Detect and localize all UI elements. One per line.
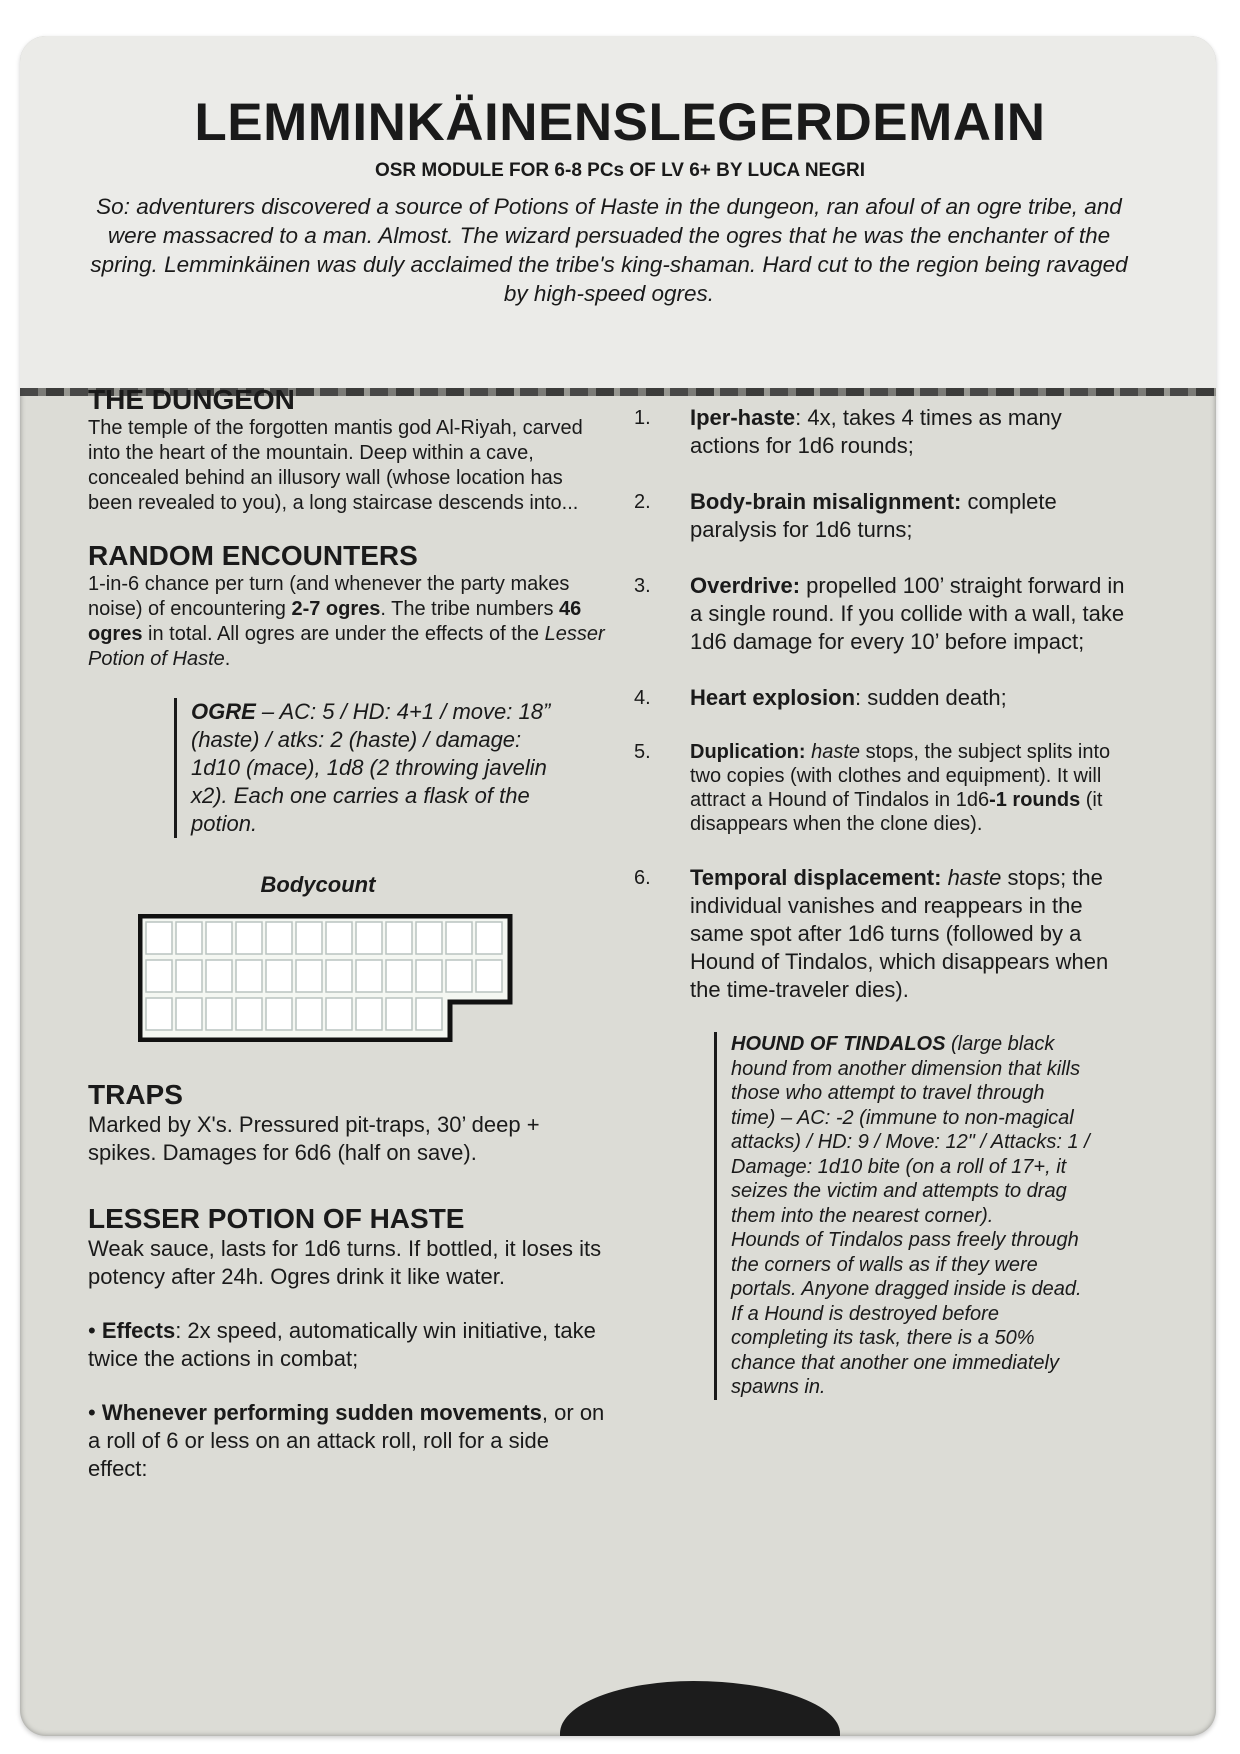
hound-name: HOUND OF TINDALOS: [731, 1033, 946, 1055]
bodycount-box[interactable]: [266, 960, 292, 992]
hound-para-1: [731, 1032, 1091, 1228]
encounters-t3: in total. All ogres are under the effects of the: [142, 623, 545, 645]
bodycount-box[interactable]: [146, 998, 172, 1030]
bodycount-box[interactable]: [416, 998, 442, 1030]
dungeon-text: The temple of the forgotten mantis god Al-Riyah, carved into the heart of the mountain. Deep within a cave, concealed behind an illusory wall (whose location has been revealed to you), a long staircase descends into...: [88, 417, 583, 514]
bodycount-box[interactable]: [446, 960, 472, 992]
side-effect-item: [610, 404, 1130, 460]
side-effect-text: : sudden death;: [855, 685, 1007, 710]
section-traps: [88, 1079, 608, 1167]
bodycount-box[interactable]: [446, 922, 472, 954]
bodycount-box[interactable]: [296, 922, 322, 954]
bodycount-box[interactable]: [326, 922, 352, 954]
encounters-t1: 1-in-6 chance per turn (and whenever the party makes noise) of encountering: [88, 573, 570, 620]
dungeon-heading: THE DUNGEON: [88, 384, 295, 415]
side-effect-rounds: -1 rounds: [989, 789, 1081, 811]
ogre-stats: – AC: 5 / HD: 4+1 / move: 18” (haste) / atks: 2 (haste) / damage: 1d10 (mace), 1d8 (2 throwing javelin x2). Each one carries a flask of the potion.: [191, 699, 551, 836]
side-effect-label: Iper-haste: [690, 405, 796, 430]
hound-para-3: If a Hound is destroyed before completing its task, there is a 50% chance that another one immediately spawns in.: [731, 1302, 1059, 1398]
potion-text: Weak sauce, lasts for 1d6 turns. If bottled, it loses its potency after 24h. Ogres drink it like water.: [88, 1236, 602, 1289]
bodycount-box[interactable]: [356, 998, 382, 1030]
potion-effects-label: Effects: [101, 1318, 176, 1343]
bodycount-box[interactable]: [206, 960, 232, 992]
bodycount-box[interactable]: [416, 960, 442, 992]
side-effect-text: stops; the individual vanishes and reappears in the same spot after 1d6 turns (followed by a Hound of Tindalos, which disappears when the time-traveler dies).: [690, 865, 1109, 1002]
side-effect-number: 3.: [634, 575, 651, 597]
encounters-text: [88, 572, 608, 672]
encounters-tribe-size: 46 ogres: [88, 598, 582, 645]
side-effect-number: 1.: [634, 407, 651, 429]
side-effect-item: [610, 864, 1130, 1004]
side-effect-text: : 4x, takes 4 times as many actions for 1d6 rounds;: [690, 405, 1062, 458]
potion-heading: LESSER POTION OF HASTE: [88, 1203, 465, 1234]
encounters-heading: RANDOM ENCOUNTERS: [88, 540, 418, 571]
potion-effects-text: : 2x speed, automatically win initiative, take twice the actions in combat;: [88, 1318, 596, 1371]
bodycount-box[interactable]: [146, 922, 172, 954]
encounters-t2: . The tribe numbers: [380, 598, 560, 620]
side-effect-item: [610, 740, 1130, 836]
right-column: [610, 404, 1130, 1400]
side-effect-label: Temporal displacement:: [690, 865, 942, 890]
bodycount-box[interactable]: [356, 960, 382, 992]
side-effect-haste: haste: [947, 865, 1002, 890]
side-effect-number: 2.: [634, 491, 651, 513]
bodycount-box[interactable]: [236, 960, 262, 992]
bodycount-box[interactable]: [266, 998, 292, 1030]
intro-text: So: adventurers discovered a source of Potions of Haste in the dungeon, ran afoul of an ogre tribe, and were massacred to a man. Almost. The wizard persuaded the ogres that he was the enchanter of the spring. Lemminkäinen was duly acclaimed the tribe's king-shaman. Hard cut to the region being ravaged by high-speed ogres.: [90, 194, 1128, 306]
bodycount-box[interactable]: [236, 922, 262, 954]
left-column: [88, 384, 608, 1483]
bodycount-box[interactable]: [206, 998, 232, 1030]
section-dungeon: [88, 384, 608, 516]
side-effect-item: [610, 684, 1130, 712]
encounters-t4: .: [224, 648, 231, 670]
bodycount-box[interactable]: [146, 960, 172, 992]
side-effect-text: propelled 100’ straight forward in a single round. If you collide with a wall, take 1d6 damage for every 10’ before impact;: [690, 573, 1125, 654]
hound-para-2: Hounds of Tindalos pass freely through the corners of walls as if they were portals. Anyone dragged inside is dead.: [731, 1229, 1082, 1300]
hound-stats: (large black hound from another dimension that kills those who attempt to travel through time) – AC: -2 (immune to non-magical attacks) / HD: 9 / Move: 12" / Attacks: 1 / Damage: 1d10 bite (on a roll of 17+, it seizes the victim and attempts to drag them into the nearest corner).: [731, 1033, 1090, 1227]
side-effect-label: Overdrive:: [690, 573, 801, 598]
side-effect-haste: haste: [811, 741, 861, 763]
bodycount-box[interactable]: [356, 922, 382, 954]
traps-heading: TRAPS: [88, 1079, 183, 1110]
section-encounters: [88, 540, 608, 672]
bodycount-box[interactable]: [296, 960, 322, 992]
bodycount-box[interactable]: [386, 998, 412, 1030]
side-effect-number: 5.: [634, 741, 651, 763]
potion-effects-bullet: • Effects: 2x speed, automatically win initiative, take twice the actions in combat;: [88, 1318, 596, 1371]
page-subtitle: OSR MODULE FOR 6-8 PCs OF LV 6+ BY LUCA NEGRI: [374, 160, 866, 181]
side-effect-label: Heart explosion: [690, 685, 856, 710]
ogre-statblock: [174, 698, 571, 838]
side-effect-label: Duplication:: [690, 741, 806, 763]
bodycount-box[interactable]: [296, 998, 322, 1030]
traps-text: Marked by X's. Pressured pit-traps, 30’ deep + spikes. Damages for 6d6 (half on save).: [88, 1112, 540, 1165]
ink-stain: [560, 1681, 840, 1736]
potion-sudden-text: , or on a roll of 6 or less on an attack roll, roll for a side effect:: [88, 1400, 605, 1481]
potion-sudden-label: Whenever performing sudden movements: [101, 1400, 542, 1425]
bodycount-box[interactable]: [416, 922, 442, 954]
bodycount-box[interactable]: [176, 922, 202, 954]
side-effect-number: 4.: [634, 687, 651, 709]
side-effects-list: [610, 404, 1130, 1004]
bodycount-box[interactable]: [386, 922, 412, 954]
bodycount-box[interactable]: [206, 922, 232, 954]
side-effect-text2: (it disappears when the clone dies).: [690, 789, 1103, 835]
page-title: LEMMINKÄINENSLEGERDEMAIN: [194, 93, 1046, 152]
side-effect-number: 6.: [634, 867, 651, 889]
side-effect-item: [610, 572, 1130, 656]
bodycount-box[interactable]: [476, 960, 502, 992]
bodycount-box[interactable]: [176, 960, 202, 992]
side-effect-item: [610, 488, 1130, 544]
bodycount-label: Bodycount: [260, 872, 376, 897]
side-effect-label: Body-brain misalignment:: [690, 489, 962, 514]
bodycount-box[interactable]: [326, 998, 352, 1030]
bodycount-box[interactable]: [266, 922, 292, 954]
encounters-potion-name: Lesser Potion of Haste: [88, 623, 605, 670]
bodycount-grid: [138, 914, 608, 1047]
hound-statblock: [714, 1032, 1091, 1400]
bodycount-box[interactable]: [386, 960, 412, 992]
side-effect-text: stops, the subject splits into two copies (with clothes and equipment). It will attract a Hound of Tindalos in 1d6: [690, 741, 1111, 811]
bodycount-box[interactable]: [326, 960, 352, 992]
encounters-group-size: 2-7 ogres: [291, 598, 381, 620]
section-potion: [88, 1203, 608, 1483]
side-effect-text: complete paralysis for 1d6 turns;: [690, 489, 1057, 542]
bodycount-box[interactable]: [176, 998, 202, 1030]
ogre-name: OGRE: [191, 699, 256, 724]
potion-sudden-bullet: • Whenever performing sudden movements, or on a roll of 6 or less on an attack roll, roll for a side effect:: [88, 1400, 605, 1481]
bodycount-box[interactable]: [476, 922, 502, 954]
bodycount-box[interactable]: [236, 998, 262, 1030]
bodycount-grid-svg: [138, 914, 518, 1042]
